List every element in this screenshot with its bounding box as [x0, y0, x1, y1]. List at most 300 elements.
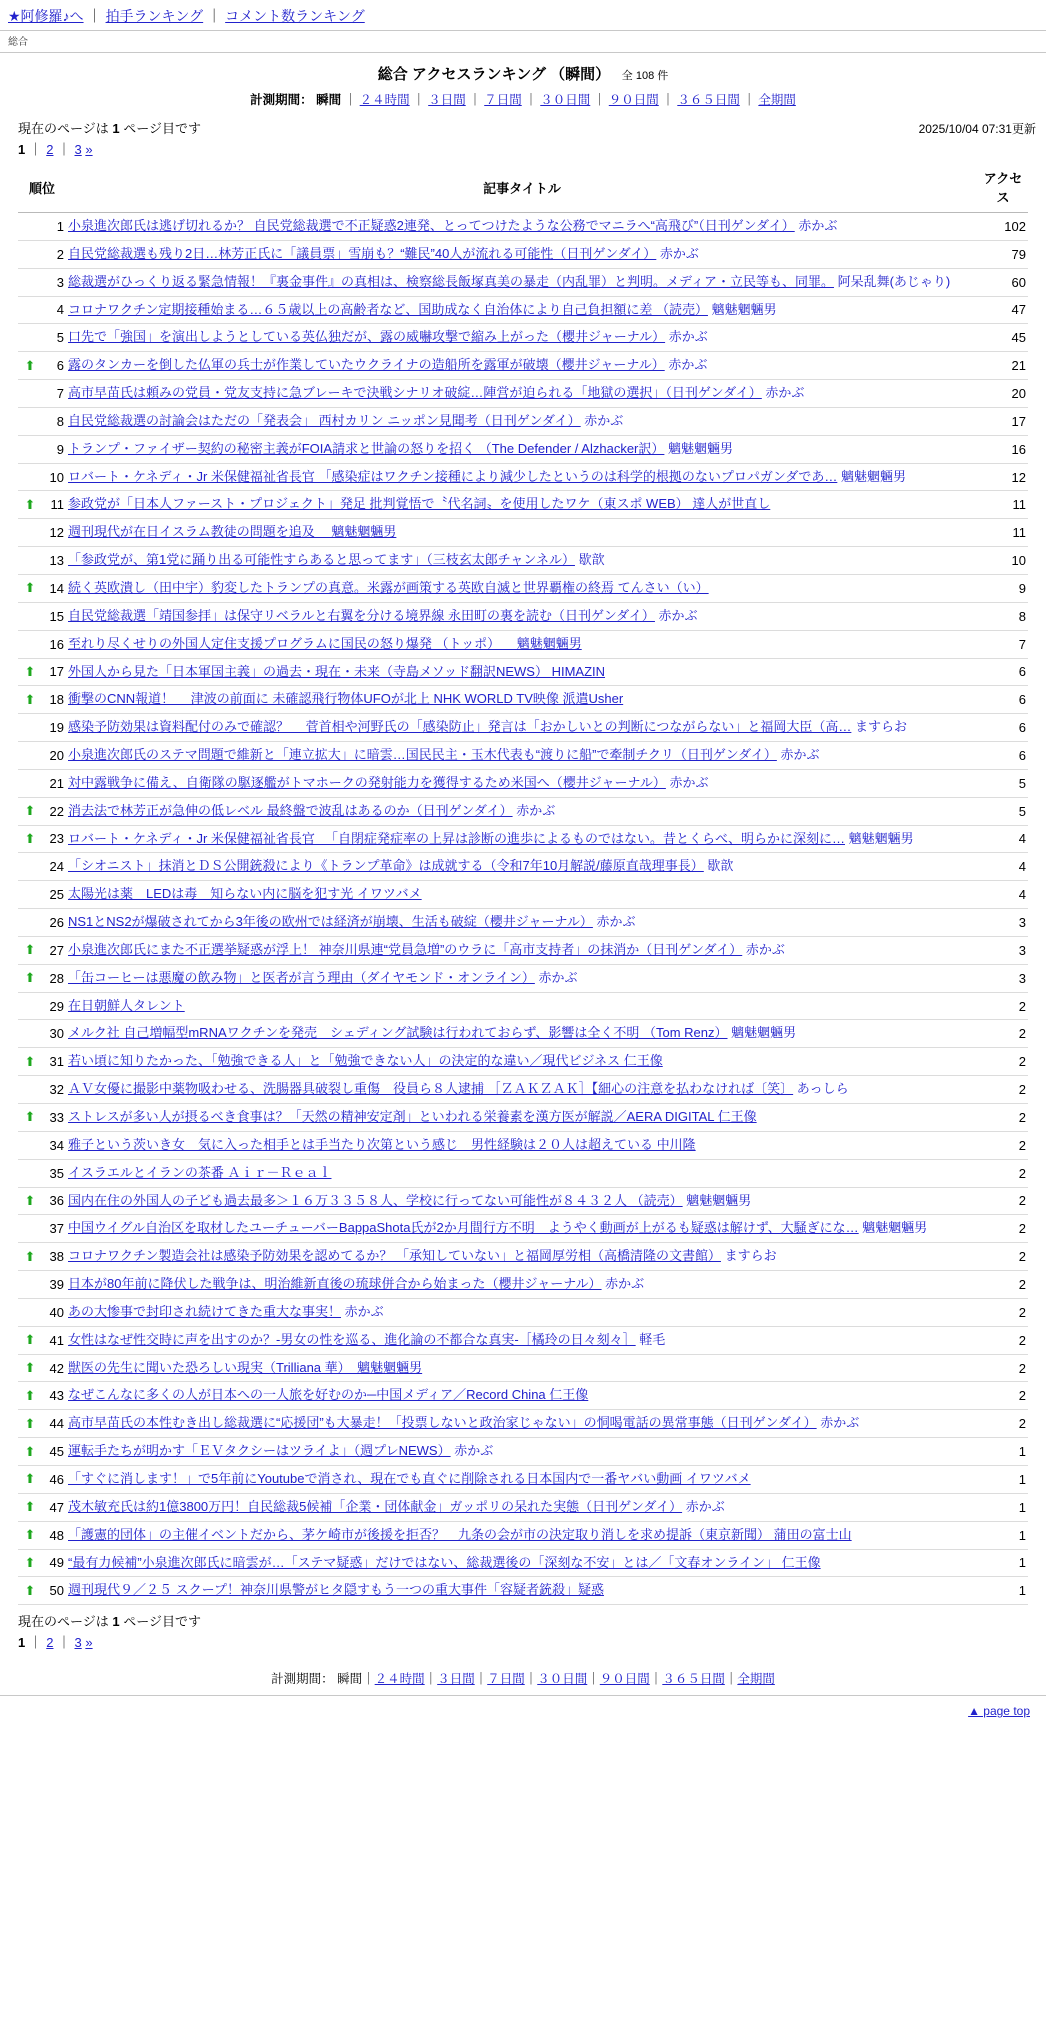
- table-row: [18, 296, 1028, 324]
- access-count: 3: [978, 964, 1028, 992]
- table-row: [18, 1187, 1028, 1215]
- table-row: [18, 742, 1028, 770]
- rank-arrow-placeholder: [18, 324, 42, 352]
- rank-number: 12: [42, 519, 66, 547]
- pagination-bottom: [0, 1630, 1046, 1657]
- page-sep-1: ｜: [29, 142, 43, 157]
- rank-up-arrow-icon: ⬆: [18, 686, 42, 714]
- rank-arrow-placeholder: [18, 380, 42, 408]
- rank-arrow-placeholder: [18, 547, 42, 575]
- rank-arrow-placeholder: [18, 1076, 42, 1104]
- rank-number: 2: [42, 240, 66, 268]
- rank-number: 37: [42, 1215, 66, 1243]
- article-poster-name: 赤かぶ: [656, 245, 699, 261]
- rank-number: 10: [42, 463, 66, 491]
- article-cell: [66, 714, 978, 742]
- ranking-table-body: [18, 213, 1028, 1605]
- footer-period-option-30d[interactable]: ３０日間: [537, 1672, 588, 1687]
- footer-period-sep-6: ｜: [649, 1672, 663, 1687]
- rank-arrow-placeholder: [18, 1215, 42, 1243]
- article-cell: [66, 1521, 978, 1549]
- home-link[interactable]: ★阿修羅♪へ: [8, 8, 84, 24]
- access-count: 4: [978, 881, 1028, 909]
- access-count: 1: [978, 1493, 1028, 1521]
- page-link-2[interactable]: 2: [46, 142, 54, 157]
- article-title-link[interactable]: 「シオニスト」抹消とＤＳ公開銃殺により《トランプ革命》は成就する（令和7年10月解説/藤原直哉理事長）: [68, 858, 704, 874]
- page-info-prefix: 現在のページは: [18, 121, 109, 136]
- rank-up-arrow-icon: ⬆: [18, 1243, 42, 1271]
- column-header-access: アクセス: [978, 164, 1028, 213]
- rank-arrow-placeholder: [18, 630, 42, 658]
- period-selector-top: [0, 86, 1046, 114]
- access-count: 21: [978, 352, 1028, 380]
- table-row: [18, 1549, 1028, 1577]
- applause-ranking-link[interactable]: 拍手ランキング: [105, 8, 204, 24]
- rank-number: 26: [42, 909, 66, 937]
- article-cell: [66, 463, 978, 491]
- rank-number: 3: [42, 268, 66, 296]
- rank-arrow-placeholder: [18, 602, 42, 630]
- table-row: [18, 407, 1028, 435]
- article-cell: [66, 324, 978, 352]
- rank-number: 18: [42, 686, 66, 714]
- article-poster-name: 赤かぶ: [601, 1276, 645, 1292]
- page-current: 1: [18, 142, 26, 157]
- article-title-link[interactable]: 獣医の先生に聞いた恐ろしい現実（Trilliana 華） 魑魅魍魎男: [68, 1359, 423, 1375]
- nav-separator-1: ｜: [87, 8, 102, 24]
- rank-up-arrow-icon: ⬆: [18, 1104, 42, 1132]
- article-title-link[interactable]: 自民党総裁選も残り2日…林芳正氏に「議員票」雪崩も？“難民”40人が流れる可能性（日刊ゲンダイ）: [68, 245, 657, 261]
- footer-page-link-2[interactable]: 2: [46, 1635, 54, 1651]
- article-title-link[interactable]: 小泉進次郎氏は逃げ切れるか？ 自民党総裁選で不正疑惑2連発、とってつけたような公務でマニラへ“高飛び”（日刊ゲンダイ）: [68, 218, 795, 233]
- table-row: [18, 1298, 1028, 1326]
- footer-period-option-24h[interactable]: ２４時間: [374, 1672, 425, 1687]
- rank-number: 16: [42, 630, 66, 658]
- rank-number: 25: [42, 881, 66, 909]
- article-cell: [66, 1438, 978, 1466]
- rank-up-arrow-icon: ⬆: [18, 1187, 42, 1215]
- article-title-link[interactable]: なぜこんなに多くの人が日本への一人旅を好むのか─中国メディア／Record China 仁王像: [68, 1387, 589, 1403]
- article-title-link[interactable]: ロバート・ケネディ・Jr 米保健福祉省長官 「自閉症発症率の上昇は診断の進歩によるものではない。昔とくらべ、明らかに深刻に…: [68, 830, 845, 846]
- article-cell: [66, 881, 978, 909]
- nav-separator-2: ｜: [207, 8, 222, 24]
- period-label: 計測期間：: [250, 93, 313, 107]
- table-row: [18, 324, 1028, 352]
- table-row: [18, 797, 1028, 825]
- article-poster-name: 軽毛: [635, 1331, 666, 1347]
- article-poster-name: 赤かぶ: [761, 385, 805, 401]
- comment-ranking-link[interactable]: コメント数ランキング: [225, 8, 365, 24]
- article-title-link[interactable]: 感染予防効果は資料配付のみで確認？ 菅首相や河野氏の「感染防止」発言は「おかしいとの判断につながらない」と福岡大臣（高…: [68, 719, 852, 735]
- period-sep-4: ｜: [524, 93, 538, 107]
- rank-number: 31: [42, 1048, 66, 1076]
- article-title-link[interactable]: 高市早苗氏は頼みの党員・党友支持に急ブレーキで決戦シナリオ破綻…陣営が迫られる「地獄の選択」（日刊ゲンダイ）: [68, 385, 762, 401]
- rank-arrow-placeholder: [18, 268, 42, 296]
- rank-number: 39: [42, 1271, 66, 1299]
- article-poster-name: ますらお: [851, 719, 907, 735]
- article-title-link[interactable]: 小泉進次郎氏のステマ問題で維新と「連立拡大」に暗雲…国民民主・玉木代表も“渡りに船”で牽制チクリ（日刊ゲンダイ）: [68, 747, 777, 763]
- rank-arrow-placeholder: [18, 519, 42, 547]
- table-row: [18, 1354, 1028, 1382]
- article-cell: [66, 1076, 978, 1104]
- footer-period-option-3d[interactable]: ３日間: [437, 1672, 475, 1687]
- footer-period-label: 計測期間：: [271, 1672, 334, 1687]
- article-title-link[interactable]: メルク社 自己増幅型mRNAワクチンを発売 シェディング試験は行われておらず、影響は全く不明 （Tom Renz）: [68, 1025, 728, 1041]
- article-poster-name: 赤かぶ: [512, 802, 556, 818]
- article-cell: [66, 1577, 978, 1605]
- rank-arrow-placeholder: [18, 1159, 42, 1187]
- access-count: 2: [978, 1410, 1028, 1438]
- article-title-link[interactable]: 運転手たちが明かす「ＥＶタクシーはツライよ」（週プレNEWS）: [68, 1443, 451, 1459]
- rank-number: 40: [42, 1298, 66, 1326]
- access-count: 2: [978, 1298, 1028, 1326]
- rank-up-arrow-icon: ⬆: [18, 1438, 42, 1466]
- period-option-90d[interactable]: ９０日間: [608, 93, 659, 107]
- page-info-suffix: ページ目です: [123, 121, 201, 136]
- footer-period-option-90d[interactable]: ９０日間: [599, 1672, 650, 1687]
- article-title-link[interactable]: 雅子という茨いき女 気に入った相手とは手当たり次第という感じ 男性経験は２０人は超えている 中川隆: [68, 1136, 696, 1152]
- period-option-30d[interactable]: ３０日間: [540, 93, 591, 107]
- table-row: [18, 1131, 1028, 1159]
- period-option-3d[interactable]: ３日間: [428, 93, 466, 107]
- access-count: 60: [978, 268, 1028, 296]
- access-count: 6: [978, 742, 1028, 770]
- top-navigation: [0, 0, 1046, 30]
- article-cell: [66, 491, 978, 519]
- article-poster-name: ますらお: [720, 1248, 777, 1264]
- column-header-title: 記事タイトル: [66, 164, 978, 213]
- table-row: [18, 547, 1028, 575]
- access-count: 4: [978, 825, 1028, 853]
- article-title-link[interactable]: 「すぐに消します！」で5年前にYoutubeで消され、現在でも直ぐに削除される日本国内で一番ヤバい動画 イワツバメ: [68, 1470, 751, 1486]
- rank-up-arrow-icon: ⬆: [18, 574, 42, 602]
- rank-up-arrow-icon: ⬆: [18, 1549, 42, 1577]
- table-row: [18, 380, 1028, 408]
- article-title-link[interactable]: 外国人から見た「日本軍国主義」の過去・現在・未来（寺島メソッド翻訳NEWS） HIMAZIN: [68, 663, 606, 679]
- article-title-link[interactable]: “最有力候補”小泉進次郎氏に暗雲が…「ステマ疑惑」だけではない、総裁選後の「深刻な不安」とは／「文春オンライン」 仁王像: [68, 1554, 821, 1570]
- rank-number: 15: [42, 602, 66, 630]
- article-title-link[interactable]: 中国ウイグル自治区を取材したユーチューバーBappaShota氏が2か月間行方不明 ようやく動画が上がるも疑惑は解けず、大騒ぎにな…: [68, 1220, 859, 1236]
- access-count: 47: [978, 296, 1028, 324]
- article-title-link[interactable]: 自民党総裁選「靖国参拝」は保守リベラルと右翼を分ける境界線 永田町の裏を読む（日刊ゲンダイ）: [68, 607, 655, 623]
- footer-page-info-prefix: 現在のページは: [18, 1614, 109, 1630]
- rank-number: 30: [42, 1020, 66, 1048]
- access-count: 1: [978, 1465, 1028, 1493]
- access-count: 45: [978, 324, 1028, 352]
- table-header-row: [18, 164, 1028, 213]
- article-title-link[interactable]: 週刊現代が在日イスラム教徒の問題を追及 魑魅魍魎男: [68, 524, 397, 540]
- access-count: 2: [978, 1048, 1028, 1076]
- rank-number: 44: [42, 1410, 66, 1438]
- footer-page-next-link[interactable]: »: [85, 1635, 93, 1651]
- footer-period-sep-3: ｜: [474, 1672, 488, 1687]
- table-row: [18, 1438, 1028, 1466]
- article-poster-name: 阿呆乱舞(あじゃり): [833, 273, 951, 289]
- article-cell: [66, 1410, 978, 1438]
- rank-arrow-placeholder: [18, 213, 42, 241]
- table-row: [18, 1215, 1028, 1243]
- article-poster-name: 歇歆: [574, 552, 605, 568]
- article-poster-name: 魑魅魍魎男: [707, 301, 777, 317]
- page-link-3[interactable]: 3: [74, 142, 82, 157]
- rank-up-arrow-icon: ⬆: [18, 936, 42, 964]
- footer-period-option-365d[interactable]: ３６５日間: [662, 1672, 725, 1687]
- rank-number: 47: [42, 1493, 66, 1521]
- rank-up-arrow-icon: ⬆: [18, 491, 42, 519]
- article-cell: [66, 658, 978, 686]
- access-count: 6: [978, 686, 1028, 714]
- article-title-link[interactable]: NS1とNS2が爆破されてから3年後の欧州では経済が崩壊、生活も破綻（櫻井ジャーナル）: [68, 914, 593, 930]
- article-title-link[interactable]: コロナワクチン定期接種始まる…６５歳以上の高齢者など、国助成なく自治体により自己負担額に差 （読売）: [68, 301, 708, 317]
- pagination-top: [0, 137, 1046, 164]
- rank-arrow-placeholder: [18, 769, 42, 797]
- article-poster-name: 赤かぶ: [592, 914, 636, 930]
- period-sep-7: ｜: [742, 93, 756, 107]
- article-title-link[interactable]: ＡＶ女優に撮影中薬物吸わせる、洗腸器具破裂し重傷 役員ら８人逮捕 ［ＺＡＫＺＡＫ］【細心の注意を払わなければ〔笑〕: [68, 1081, 794, 1097]
- access-count: 2: [978, 1187, 1028, 1215]
- access-count: 1: [978, 1577, 1028, 1605]
- article-poster-name: 魑魅魍魎男: [727, 1025, 797, 1041]
- period-sep-3: ｜: [468, 93, 482, 107]
- article-cell: [66, 268, 978, 296]
- rank-arrow-placeholder: [18, 881, 42, 909]
- article-title-link[interactable]: 週刊現代９／２５ スクープ！神奈川県警がヒタ隠すもう一つの重大事件「容疑者銃殺」疑惑: [68, 1582, 604, 1598]
- table-row: [18, 992, 1028, 1020]
- article-cell: [66, 853, 978, 881]
- article-cell: [66, 213, 978, 241]
- period-option-7d[interactable]: ７日間: [484, 93, 522, 107]
- article-poster-name: 魑魅魍魎男: [682, 1192, 752, 1208]
- article-cell: [66, 547, 978, 575]
- article-title-link[interactable]: 高市早苗氏の本性むき出し総裁選に“応援団”も大暴走！「投票しないと政治家じゃない」の恫喝電話の異常事態（日刊ゲンダイ）: [68, 1415, 817, 1431]
- access-count: 2: [978, 992, 1028, 1020]
- article-cell: [66, 992, 978, 1020]
- rank-up-arrow-icon: ⬆: [18, 825, 42, 853]
- article-title-link[interactable]: 「護憲的団体」の主催イベントだから、茅ケ崎市が後援を拒否？ 九条の会が市の決定取り消しを求め提訴（東京新聞） 蒲田の富士山: [68, 1526, 852, 1542]
- footer-page-info-number: 1: [112, 1614, 120, 1630]
- rank-arrow-placeholder: [18, 742, 42, 770]
- article-cell: [66, 909, 978, 937]
- table-row: [18, 1326, 1028, 1354]
- article-title-link[interactable]: イスラエルとイランの茶番 Ａｉｒ－Ｒｅａｌ: [68, 1164, 332, 1180]
- article-title-link[interactable]: 至れり尽くせりの外国人定住支援プログラムに国民の怒り爆発 （トッポ） 魑魅魍魎男: [68, 635, 582, 651]
- article-cell: [66, 1354, 978, 1382]
- rank-number: 32: [42, 1076, 66, 1104]
- rank-arrow-placeholder: [18, 296, 42, 324]
- access-count: 4: [978, 853, 1028, 881]
- article-title-link[interactable]: 参政党が「日本人ファースト・プロジェクト」発足 批判覚悟で〝代名詞〟を使用したワケ（東スポ WEB） 達人が世直し: [68, 496, 771, 512]
- table-row: [18, 213, 1028, 241]
- table-row: [18, 769, 1028, 797]
- period-option-instant[interactable]: 瞬間: [316, 93, 342, 107]
- rank-up-arrow-icon: ⬆: [18, 1493, 42, 1521]
- page-next-link[interactable]: »: [85, 142, 93, 157]
- table-row: [18, 630, 1028, 658]
- rank-number: 29: [42, 992, 66, 1020]
- table-row: [18, 853, 1028, 881]
- access-count: 2: [978, 1020, 1028, 1048]
- article-poster-name: 歇歆: [703, 858, 734, 874]
- rank-number: 35: [42, 1159, 66, 1187]
- table-row: [18, 1020, 1028, 1048]
- rank-arrow-placeholder: [18, 853, 42, 881]
- article-title-link[interactable]: ストレスが多い人が摂るべき食事は？「天然の精神安定剤」といわれる栄養素を漢方医が解説／AERA DIGITAL 仁王像: [68, 1109, 757, 1124]
- table-row: [18, 1521, 1028, 1549]
- rank-number: 19: [42, 714, 66, 742]
- access-count: 16: [978, 435, 1028, 463]
- rank-number: 45: [42, 1438, 66, 1466]
- article-title-link[interactable]: 「参政党が、第1党に踊り出る可能性すらあると思ってます」（三枝玄太郎チャンネル）: [68, 552, 575, 568]
- rank-number: 43: [42, 1382, 66, 1410]
- article-cell: [66, 407, 978, 435]
- article-poster-name: 赤かぶ: [776, 747, 820, 763]
- access-count: 2: [978, 1215, 1028, 1243]
- page-title-block: [0, 53, 1046, 86]
- access-count: 2: [978, 1243, 1028, 1271]
- period-option-24h[interactable]: ２４時間: [359, 93, 410, 107]
- article-cell: [66, 1159, 978, 1187]
- table-row: [18, 1493, 1028, 1521]
- access-count: 3: [978, 909, 1028, 937]
- article-title-link[interactable]: 口先で「強国」を演出しようとしている英仏独だが、露の威嚇攻撃で縮み上がった（櫻井ジャーナル）: [68, 329, 666, 345]
- rank-up-arrow-icon: ⬆: [18, 1410, 42, 1438]
- article-poster-name: 赤かぶ: [665, 329, 708, 345]
- ranking-table: [18, 164, 1028, 1605]
- article-title-link[interactable]: 自民党総裁選の討論会はただの「発表会」 西村カリン ニッポン見聞考（日刊ゲンダイ）: [68, 412, 581, 428]
- article-cell: [66, 686, 978, 714]
- article-poster-name: 魑魅魍魎男: [664, 440, 734, 456]
- article-title-link[interactable]: 露のタンカーを倒した仏軍の兵士が作業していたウクライナの造船所を露軍が破壊（櫻井ジャーナル）: [68, 357, 665, 373]
- access-count: 5: [978, 797, 1028, 825]
- footer-period-option-all[interactable]: 全期間: [737, 1672, 775, 1687]
- article-cell: [66, 1215, 978, 1243]
- article-title-link[interactable]: 衝撃のCNN報道！ 津波の前面に 未確認飛行物体UFOが北上 NHK WORLD TV映像 派遣Usher: [68, 691, 624, 707]
- access-count: 6: [978, 658, 1028, 686]
- access-count: 17: [978, 407, 1028, 435]
- article-title-link[interactable]: 国内在住の外国人の子ども過去最多＞１６万３３５８人、学校に行ってない可能性が８４３２人 （読売）: [68, 1192, 683, 1208]
- article-title-link[interactable]: 若い頃に知りたかった、「勉強できる人」と「勉強できない人」の決定的な違い／現代ビジネス 仁王像: [68, 1053, 663, 1069]
- rank-arrow-placeholder: [18, 463, 42, 491]
- article-title-link[interactable]: トランプ・ファイザー契約の秘密主義がFOIA請求と世論の怒りを招く （The Defender / Alzhacker訳）: [68, 440, 665, 456]
- article-title-link[interactable]: 日本が80年前に降伏した戦争は、明治維新直後の琉球併合から始まった（櫻井ジャーナル）: [68, 1276, 602, 1292]
- rank-number: 34: [42, 1131, 66, 1159]
- access-count: 2: [978, 1159, 1028, 1187]
- article-title-link[interactable]: 続く英欧潰し（田中宇）豹変したトランプの真意。米露が画策する英欧自滅と世界覇権の終焉 てんさい（い）: [68, 579, 709, 595]
- article-title-link[interactable]: 小泉進次郎氏にまた不正選挙疑惑が浮上！ 神奈川県連“党員急増”のウラに「高市支持者」の抹消か（日刊ゲンダイ）: [68, 941, 743, 957]
- article-title-link[interactable]: ロバート・ケネディ・Jr 米保健福祉省長官 「感染症はワクチン接種により減少したというのは科学的根拠のないプロパガンダであ…: [68, 468, 838, 484]
- footer-page-current: 1: [18, 1635, 26, 1651]
- table-row: [18, 881, 1028, 909]
- rank-number: 36: [42, 1187, 66, 1215]
- article-cell: [66, 769, 978, 797]
- table-row: [18, 1577, 1028, 1605]
- rank-number: 41: [42, 1326, 66, 1354]
- access-count: 3: [978, 936, 1028, 964]
- rank-number: 46: [42, 1465, 66, 1493]
- article-cell: [66, 1048, 978, 1076]
- period-option-all[interactable]: 全期間: [758, 93, 796, 107]
- article-cell: [66, 296, 978, 324]
- rank-number: 22: [42, 797, 66, 825]
- article-title-link[interactable]: 「缶コーヒーは悪魔の飲み物」と医者が言う理由（ダイヤモンド・オンライン）: [68, 969, 535, 985]
- rank-number: 42: [42, 1354, 66, 1382]
- footer-page-info-suffix: ページ目です: [123, 1614, 201, 1630]
- table-row: [18, 1271, 1028, 1299]
- period-selector-bottom: [0, 1657, 1046, 1695]
- article-cell: [66, 964, 978, 992]
- article-poster-name: 赤かぶ: [664, 357, 708, 373]
- access-count: 102: [978, 213, 1028, 241]
- article-title-link[interactable]: コロナワクチン製造会社は感染予防効果を認めてるか？ 「承知していない」と福岡厚労相（高橋清隆の文書館）: [68, 1248, 721, 1264]
- table-row: [18, 686, 1028, 714]
- article-title-link[interactable]: 総裁選がひっくり返る緊急情報！『裏金事件』の真相は、検察総長飯塚真美の暴走（内乱罪）と判明。メディア・立民等も、同罪。: [68, 273, 834, 289]
- footer-page-sep-1: ｜: [29, 1635, 43, 1651]
- column-header-rank: 順位: [18, 164, 66, 213]
- article-title-link[interactable]: 対中露戦争に備え、自衛隊の駆逐艦がトマホークの発射能力を獲得するため米国へ（櫻井ジャーナル）: [68, 774, 666, 790]
- rank-number: 14: [42, 574, 66, 602]
- rank-up-arrow-icon: ⬆: [18, 352, 42, 380]
- article-cell: [66, 435, 978, 463]
- footer-page-link-3[interactable]: 3: [74, 1635, 82, 1651]
- access-count: 20: [978, 380, 1028, 408]
- rank-number: 49: [42, 1549, 66, 1577]
- page-top-link[interactable]: ▲ page top: [968, 1704, 1030, 1719]
- article-cell: [66, 742, 978, 770]
- rank-up-arrow-icon: ⬆: [18, 1048, 42, 1076]
- rank-up-arrow-icon: ⬆: [18, 797, 42, 825]
- article-title-link[interactable]: あの大惨事で封印され続けてきた重大な事実！: [68, 1303, 342, 1319]
- footer-period-option-7d[interactable]: ７日間: [487, 1672, 525, 1687]
- rank-up-arrow-icon: ⬆: [18, 964, 42, 992]
- article-title-link[interactable]: 女性はなぜ性交時に声を出すのか？-男女の性を巡る、進化論の不都合な真実-［橘玲の日々刻々］: [68, 1331, 636, 1347]
- table-row: [18, 240, 1028, 268]
- access-count: 2: [978, 1104, 1028, 1132]
- access-count: 2: [978, 1271, 1028, 1299]
- rank-up-arrow-icon: ⬆: [18, 1577, 42, 1605]
- table-row: [18, 519, 1028, 547]
- article-poster-name: 赤かぶ: [682, 1498, 725, 1514]
- rank-up-arrow-icon: ⬆: [18, 1465, 42, 1493]
- article-title-link[interactable]: 茂木敏充氏は約1億3800万円！自民総裁5候補「企業・団体献金」ガッポリの呆れた実態（日刊ゲンダイ）: [68, 1498, 683, 1514]
- article-title-link[interactable]: 在日朝鮮人タレント: [68, 997, 185, 1013]
- page-info-bottom: [0, 1605, 1046, 1630]
- rank-number: 9: [42, 435, 66, 463]
- period-option-365d[interactable]: ３６５日間: [677, 93, 740, 107]
- article-poster-name: 赤かぶ: [341, 1303, 384, 1319]
- period-sep-2: ｜: [412, 93, 426, 107]
- footer-period-option-instant[interactable]: 瞬間: [337, 1672, 363, 1687]
- table-row: [18, 1076, 1028, 1104]
- table-row: [18, 435, 1028, 463]
- page-info-top: [18, 118, 201, 137]
- table-row: [18, 1410, 1028, 1438]
- page-title: 総合 アクセスランキング （瞬間）: [377, 66, 611, 83]
- access-count: 6: [978, 714, 1028, 742]
- article-poster-name: 赤かぶ: [794, 218, 838, 233]
- article-title-link[interactable]: 消去法で林芳正が急伸の低レベル 最終盤で波乱はあるのか（日刊ゲンダイ）: [68, 802, 513, 818]
- article-title-link[interactable]: 太陽光は薬 LEDは毒 知らない内に脳を犯す光 イワツバメ: [68, 886, 422, 902]
- article-cell: [66, 1243, 978, 1271]
- rank-arrow-placeholder: [18, 992, 42, 1020]
- access-count: 10: [978, 547, 1028, 575]
- article-poster-name: あっしら: [793, 1081, 849, 1097]
- period-sep-1: ｜: [344, 93, 357, 107]
- access-count: 2: [978, 1326, 1028, 1354]
- rank-up-arrow-icon: ⬆: [18, 1354, 42, 1382]
- rank-up-arrow-icon: ⬆: [18, 1326, 42, 1354]
- article-cell: [66, 1298, 978, 1326]
- rank-number: 6: [42, 352, 66, 380]
